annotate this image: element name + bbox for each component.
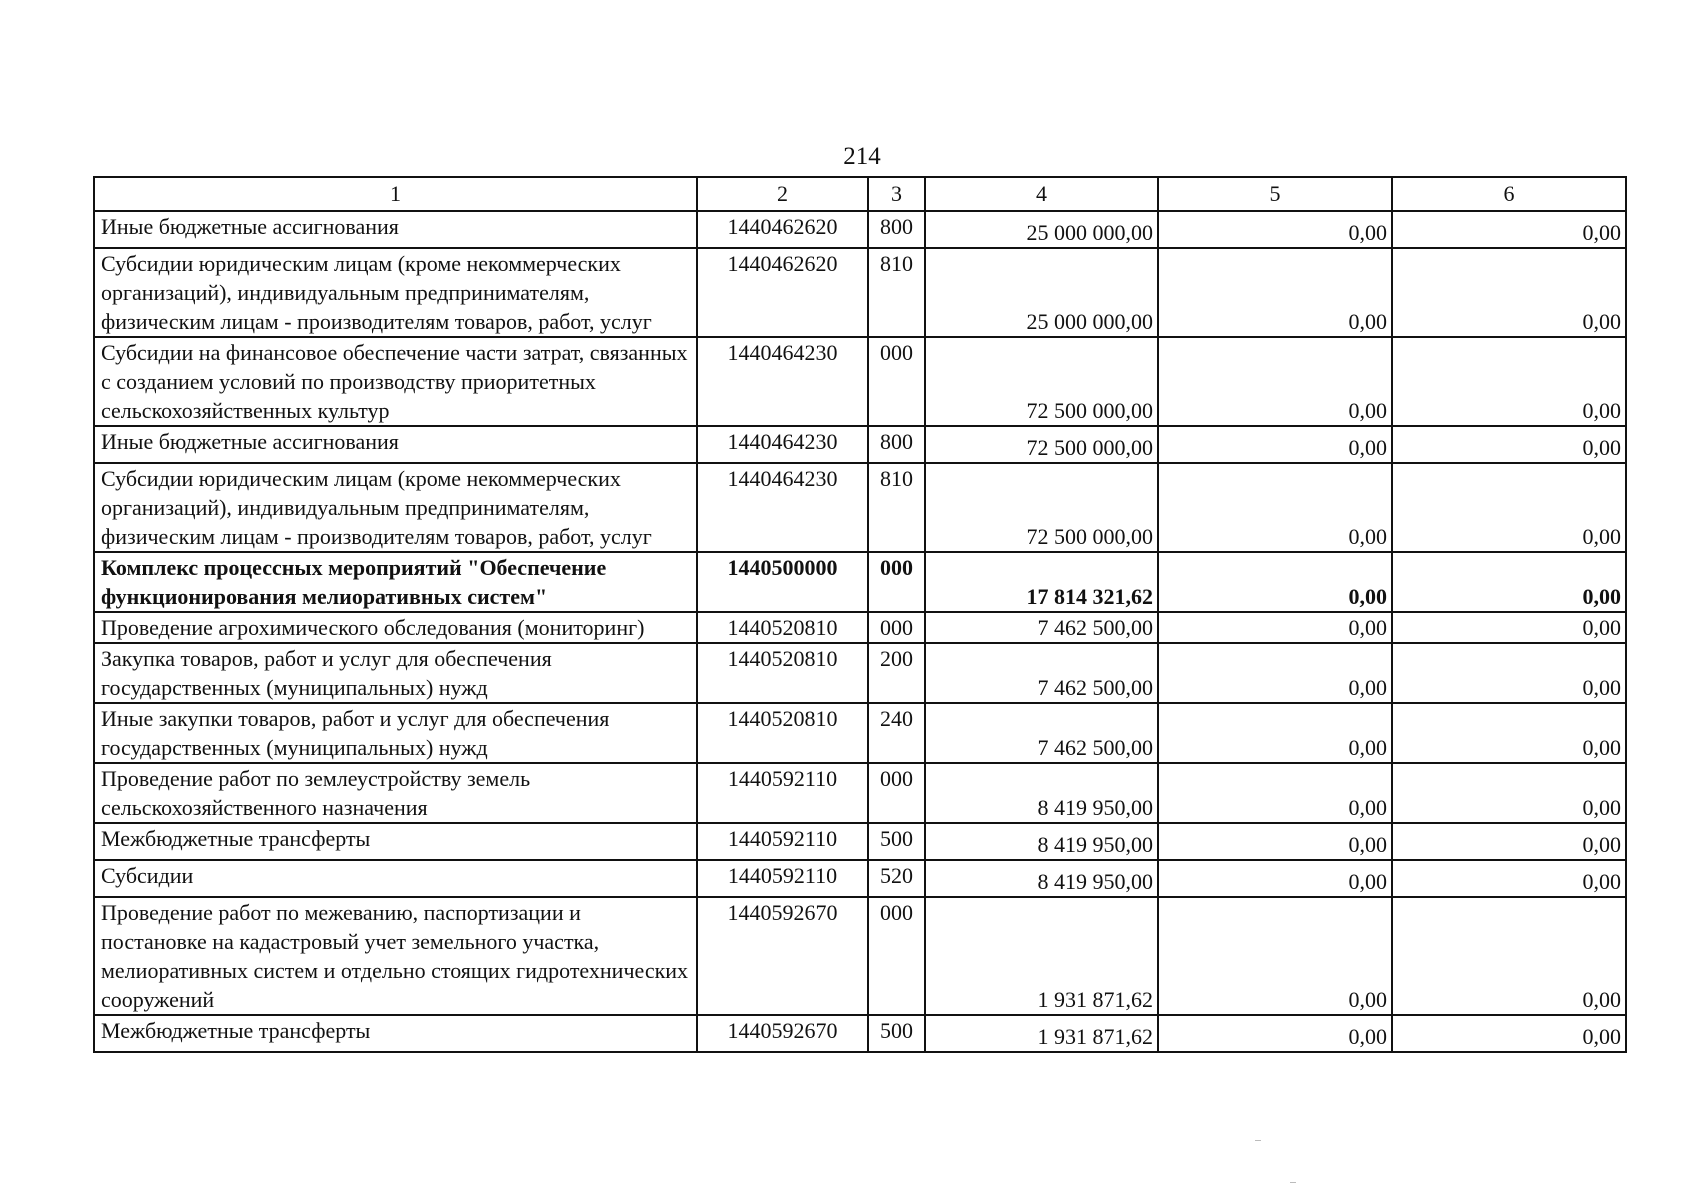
row-value-col6: 0,00 [1392, 612, 1626, 643]
row-value-col5: 0,00 [1158, 426, 1392, 463]
row-value-col4: 7 462 500,00 [925, 703, 1158, 763]
row-value-col6: 0,00 [1392, 463, 1626, 552]
table-row [94, 552, 1626, 612]
row-value-col5: 0,00 [1158, 337, 1392, 426]
row-value-col5: 0,00 [1158, 552, 1392, 612]
column-header: 6 [1392, 177, 1626, 211]
row-value-col5: 0,00 [1158, 823, 1392, 860]
table-row [94, 211, 1626, 248]
row-code: 1440592670 [697, 897, 868, 1015]
table-row [94, 860, 1626, 897]
row-group: 800 [868, 211, 925, 248]
column-header: 3 [868, 177, 925, 211]
row-value-col6: 0,00 [1392, 823, 1626, 860]
row-code: 1440464230 [697, 463, 868, 552]
table-row [94, 763, 1626, 823]
row-value-col4: 72 500 000,00 [925, 463, 1158, 552]
row-group: 000 [868, 612, 925, 643]
row-value-col6: 0,00 [1392, 1015, 1626, 1052]
column-header: 5 [1158, 177, 1392, 211]
row-value-col4: 25 000 000,00 [925, 248, 1158, 337]
row-value-col4: 8 419 950,00 [925, 860, 1158, 897]
row-value-col6: 0,00 [1392, 211, 1626, 248]
row-name: Иные бюджетные ассигнования [94, 426, 697, 463]
row-group: 000 [868, 763, 925, 823]
row-name: Иные закупки товаров, работ и услуг для обеспечения государственных (муниципальных) нужд [94, 703, 697, 763]
budget-table [93, 176, 1627, 1053]
row-group: 000 [868, 552, 925, 612]
row-value-col4: 17 814 321,62 [925, 552, 1158, 612]
row-value-col6: 0,00 [1392, 860, 1626, 897]
row-name: Субсидии юридическим лицам (кроме некоммерческих организаций), индивидуальным предпринимателям, физическим лицам - производителям товаров, работ, услуг [94, 248, 697, 337]
row-code: 1440520810 [697, 643, 868, 703]
row-code: 1440464230 [697, 426, 868, 463]
table-row [94, 337, 1626, 426]
table-row [94, 612, 1626, 643]
row-value-col4: 7 462 500,00 [925, 612, 1158, 643]
row-value-col4: 7 462 500,00 [925, 643, 1158, 703]
row-value-col5: 0,00 [1158, 211, 1392, 248]
row-code: 1440520810 [697, 703, 868, 763]
row-value-col5: 0,00 [1158, 860, 1392, 897]
row-group: 000 [868, 337, 925, 426]
row-value-col5: 0,00 [1158, 897, 1392, 1015]
row-group: 810 [868, 248, 925, 337]
row-group: 240 [868, 703, 925, 763]
row-value-col6: 0,00 [1392, 763, 1626, 823]
row-name: Комплекс процессных мероприятий "Обеспечение функционирования мелиоративных систем" [94, 552, 697, 612]
table-row [94, 248, 1626, 337]
row-value-col6: 0,00 [1392, 552, 1626, 612]
row-value-col4: 72 500 000,00 [925, 426, 1158, 463]
column-header: 2 [697, 177, 868, 211]
row-value-col5: 0,00 [1158, 463, 1392, 552]
column-header: 1 [94, 177, 697, 211]
scan-speck [1290, 1182, 1296, 1183]
row-value-col5: 0,00 [1158, 703, 1392, 763]
row-name: Межбюджетные трансферты [94, 823, 697, 860]
row-name: Субсидии на финансовое обеспечение части затрат, связанных с созданием условий по производству приоритетных сельскохозяйственных культур [94, 337, 697, 426]
table-row [94, 643, 1626, 703]
row-value-col5: 0,00 [1158, 612, 1392, 643]
row-value-col4: 8 419 950,00 [925, 823, 1158, 860]
row-value-col6: 0,00 [1392, 643, 1626, 703]
row-name: Субсидии юридическим лицам (кроме некоммерческих организаций), индивидуальным предпринимателям, физическим лицам - производителям товаров, работ, услуг [94, 463, 697, 552]
table-row [94, 426, 1626, 463]
row-code: 1440520810 [697, 612, 868, 643]
row-value-col6: 0,00 [1392, 248, 1626, 337]
row-value-col4: 25 000 000,00 [925, 211, 1158, 248]
row-value-col4: 72 500 000,00 [925, 337, 1158, 426]
row-value-col6: 0,00 [1392, 897, 1626, 1015]
row-name: Иные бюджетные ассигнования [94, 211, 697, 248]
row-value-col4: 1 931 871,62 [925, 1015, 1158, 1052]
table-header-row [94, 177, 1626, 211]
row-value-col4: 1 931 871,62 [925, 897, 1158, 1015]
row-code: 1440462620 [697, 211, 868, 248]
row-group: 810 [868, 463, 925, 552]
row-value-col5: 0,00 [1158, 1015, 1392, 1052]
row-name: Закупка товаров, работ и услуг для обеспечения государственных (муниципальных) нужд [94, 643, 697, 703]
row-code: 1440464230 [697, 337, 868, 426]
row-code: 1440500000 [697, 552, 868, 612]
row-value-col5: 0,00 [1158, 643, 1392, 703]
table-row [94, 1015, 1626, 1052]
row-group: 500 [868, 1015, 925, 1052]
row-value-col6: 0,00 [1392, 703, 1626, 763]
scan-speck [1255, 1140, 1261, 1141]
page-number: 214 [843, 143, 881, 170]
row-value-col4: 8 419 950,00 [925, 763, 1158, 823]
row-group: 520 [868, 860, 925, 897]
row-code: 1440592110 [697, 823, 868, 860]
row-name: Межбюджетные трансферты [94, 1015, 697, 1052]
table-row [94, 823, 1626, 860]
row-code: 1440592110 [697, 763, 868, 823]
row-code: 1440592670 [697, 1015, 868, 1052]
column-header: 4 [925, 177, 1158, 211]
row-group: 200 [868, 643, 925, 703]
row-group: 500 [868, 823, 925, 860]
row-value-col6: 0,00 [1392, 337, 1626, 426]
row-group: 000 [868, 897, 925, 1015]
row-name: Проведение агрохимического обследования (мониторинг) [94, 612, 697, 643]
row-value-col5: 0,00 [1158, 248, 1392, 337]
row-code: 1440592110 [697, 860, 868, 897]
row-name: Проведение работ по землеустройству земель сельскохозяйственного назначения [94, 763, 697, 823]
table-row [94, 703, 1626, 763]
row-name: Субсидии [94, 860, 697, 897]
row-value-col5: 0,00 [1158, 763, 1392, 823]
table-row [94, 897, 1626, 1015]
row-name: Проведение работ по межеванию, паспортизации и постановке на кадастровый учет земельного участка, мелиоративных систем и отдельно стоящих гидротехнических сооружений [94, 897, 697, 1015]
row-value-col6: 0,00 [1392, 426, 1626, 463]
row-group: 800 [868, 426, 925, 463]
table-row [94, 463, 1626, 552]
row-code: 1440462620 [697, 248, 868, 337]
